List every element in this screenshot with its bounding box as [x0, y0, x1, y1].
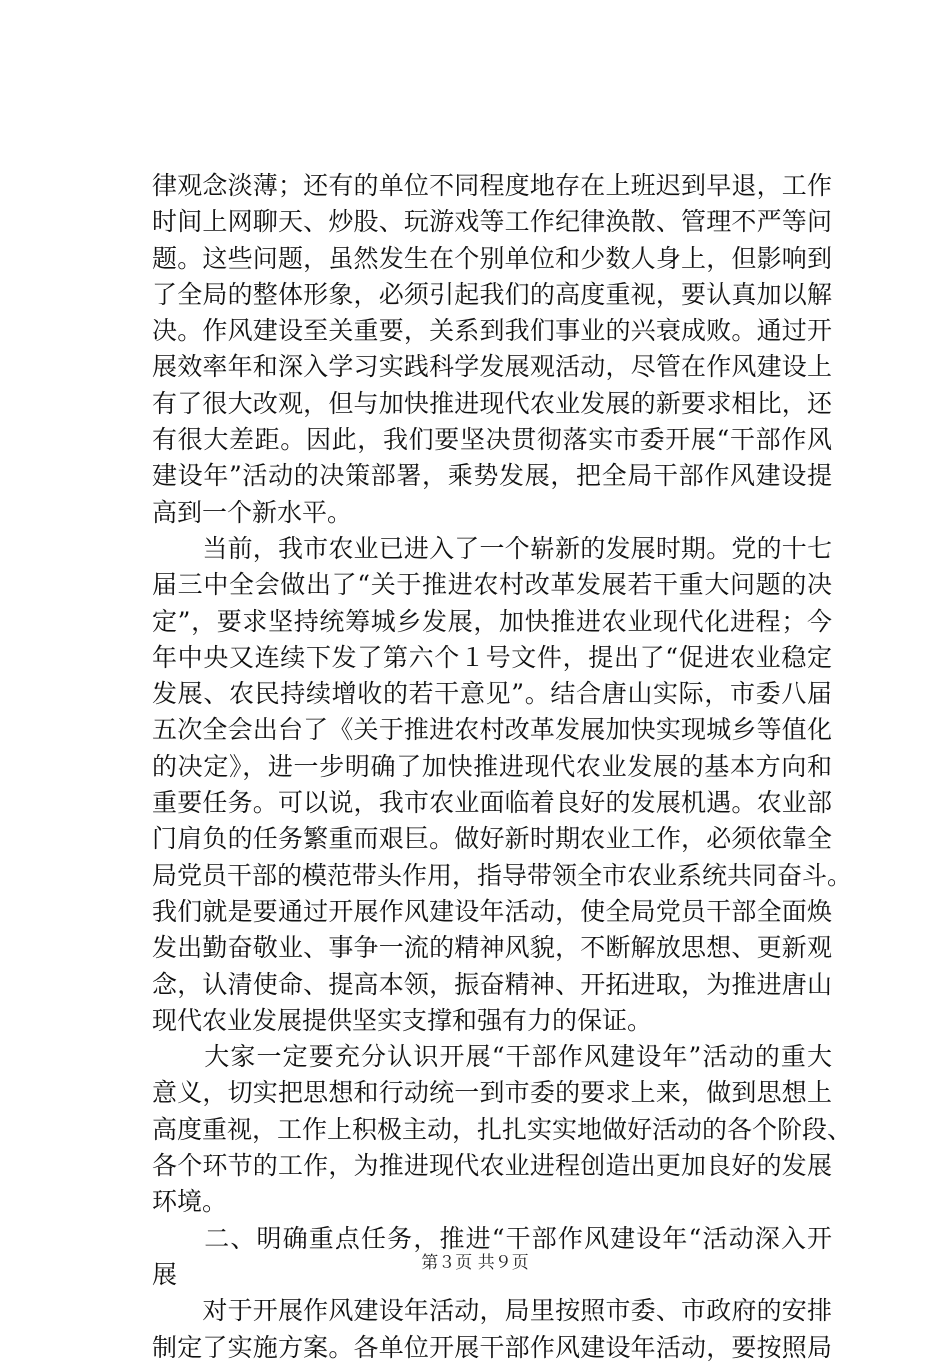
text-line: 的决定》，进一步明确了加快推进现代农业发展的基本方向和 — [152, 751, 832, 781]
text-line: 律观念淡薄；还有的单位不同程度地存在上班迟到早退，工作 — [152, 171, 832, 200]
text-line: 年中央又连续下发了第六个１号文件，提出了“促进农业稳定 — [152, 642, 832, 672]
page-number-footer: 第３页 共９页 — [421, 1253, 529, 1273]
document-body — [152, 168, 853, 1366]
text-line: 五次全会出台了《关于推进农村改革发展加快实现城乡等值化 — [152, 715, 832, 745]
text-line: 重要任务。可以说，我市农业面临着良好的发展机遇。农业部 — [152, 788, 832, 818]
text-line: 高度重视，工作上积极主动，扎扎实实地做好活动的各个阶段、 — [152, 1114, 853, 1144]
text-line: 对于开展作风建设年活动，局里按照市委、市政府的安排 — [152, 1296, 832, 1326]
text-line: 我们就是要通过开展作风建设年活动，使全局党员干部全面焕 — [152, 896, 832, 926]
text-line: 大家一定要充分认识开展“干部作风建设年”活动的重大 — [152, 1042, 832, 1072]
text-line: 有了很大改观，但与加快推进现代农业发展的新要求相比，还 — [152, 388, 832, 418]
text-line: 高到一个新水平。 — [152, 497, 353, 527]
text-line: 发出勤奋敬业、事争一流的精神风貌，不断解放思想、更新观 — [152, 933, 832, 963]
text-line: 题。这些问题，虽然发生在个别单位和少数人身上，但影响到 — [152, 243, 832, 273]
text-line: 制定了实施方案。各单位开展干部作风建设年活动，要按照局 — [152, 1332, 832, 1362]
text-line: 意义，切实把思想和行动统一到市委的要求上来，做到思想上 — [152, 1078, 832, 1108]
text-line: 决。作风建设至关重要，关系到我们事业的兴衰成败。通过开 — [152, 316, 832, 346]
text-line: 时间上网聊天、炒股、玩游戏等工作纪律涣散、管理不严等问 — [152, 207, 832, 237]
text-line: 各个环节的工作，为推进现代农业进程创造出更加良好的发展 — [152, 1151, 832, 1181]
text-line: 当前，我市农业已进入了一个崭新的发展时期。党的十七 — [152, 533, 832, 563]
text-line: 了全局的整体形象，必须引起我们的高度重视，要认真加以解 — [152, 279, 832, 309]
text-line: 定”，要求坚持统筹城乡发展，加快推进农业现代化进程；今 — [152, 606, 832, 636]
text-line: 念，认清使命、提高本领，振奋精神、开拓进取，为推进唐山 — [152, 969, 832, 999]
text-line: 现代农业发展提供坚实支撑和强有力的保证。 — [152, 1005, 653, 1035]
text-line: 展效率年和深入学习实践科学发展观活动，尽管在作风建设上 — [152, 352, 832, 382]
text-line: 届三中全会做出了“关于推进农村改革发展若干重大问题的决 — [152, 570, 832, 600]
text-line: 门肩负的任务繁重而艰巨。做好新时期农业工作，必须依靠全 — [152, 824, 832, 854]
text-line: 局党员干部的模范带头作用，指导带领全市农业系统共同奋斗。 — [152, 860, 853, 890]
text-line: 二、明确重点任务，推进“干部作风建设年“活动深入开 — [152, 1223, 832, 1253]
text-line: 展 — [152, 1259, 178, 1289]
text-line: 建设年”活动的决策部署，乘势发展，把全局干部作风建设提 — [152, 461, 832, 491]
text-line: 环境。 — [152, 1187, 228, 1217]
text-line: 发展、农民持续增收的若干意见”。结合唐山实际，市委八届 — [152, 679, 832, 709]
text-line: 有很大差距。因此，我们要坚决贯彻落实市委开展“干部作风 — [152, 425, 832, 455]
